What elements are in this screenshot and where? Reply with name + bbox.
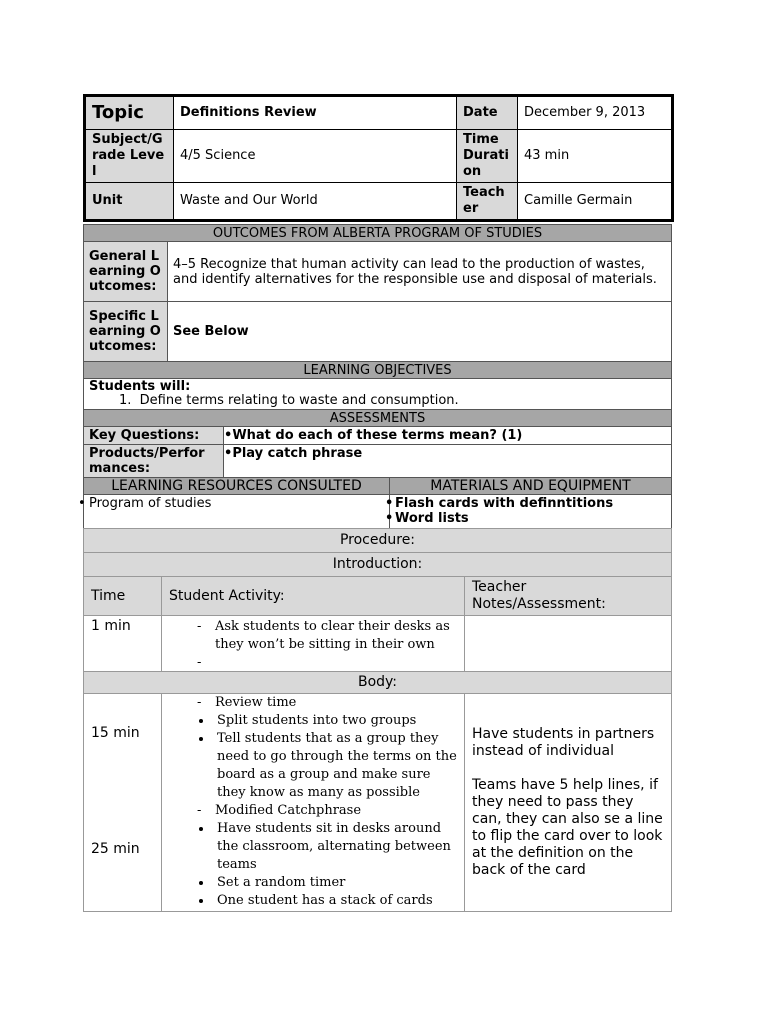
materials-list bbox=[385, 495, 672, 529]
body-activity bbox=[162, 694, 465, 912]
bullet-icon: • bbox=[78, 496, 86, 511]
intro-notes bbox=[465, 616, 672, 672]
teacher-value: Camille Germain bbox=[518, 183, 673, 221]
resources-list bbox=[78, 495, 390, 529]
procedure-table bbox=[83, 528, 672, 912]
resources-title: LEARNING RESOURCES CONSULTED bbox=[84, 478, 390, 495]
key-questions-value bbox=[224, 427, 672, 445]
materials-title: MATERIALS AND EQUIPMENT bbox=[390, 478, 672, 495]
body-notes bbox=[465, 694, 672, 912]
material-item: Word lists bbox=[395, 511, 469, 526]
unit-value: Waste and Our World bbox=[174, 183, 457, 221]
bullet-icon: • bbox=[385, 496, 394, 511]
notes-paragraph-1: Have students in partners instead of individual bbox=[472, 726, 655, 759]
introduction-title: Introduction: bbox=[84, 553, 672, 577]
key-questions-label: Key Questions: bbox=[84, 427, 224, 445]
notes-paragraph-2: Teams have 5 help lines, if they need to pass they can, they can also se a line to flip the card over to look at the definition on the back of the card bbox=[472, 777, 663, 878]
bullet-icon: • bbox=[385, 511, 394, 526]
subject-value: 4/5 Science bbox=[174, 130, 457, 183]
unit-label: Unit bbox=[85, 183, 174, 221]
subject-label: Subject/Grade Level bbox=[85, 130, 174, 183]
time-label: Time Duration bbox=[457, 130, 518, 183]
col-notes-header: Teacher Notes/Assessment: bbox=[465, 577, 672, 616]
products-value bbox=[224, 445, 672, 478]
intro-activity bbox=[162, 616, 465, 672]
body-time-1: 15 min bbox=[91, 725, 140, 741]
date-value: December 9, 2013 bbox=[518, 96, 673, 130]
col-activity-header: Student Activity: bbox=[162, 577, 465, 616]
body-times bbox=[84, 694, 162, 912]
products-label: Products/Performances: bbox=[84, 445, 224, 478]
resource-item: Program of studies bbox=[89, 496, 212, 511]
catch-item: • One student has a stack of cards bbox=[213, 892, 457, 910]
objectives-section-title: LEARNING OBJECTIVES bbox=[84, 362, 672, 379]
general-outcomes-value: 4–5 Recognize that human activity can lead to the production of wastes, and identify alternatives for the responsible use and disposal of materials. bbox=[168, 242, 672, 302]
general-outcomes-label: General Learning Outcomes: bbox=[84, 242, 168, 302]
teacher-label: Teacher bbox=[457, 183, 518, 221]
specific-outcomes-label: Specific Learning Outcomes: bbox=[84, 302, 168, 362]
review-item: • Tell students that as a group they need to go through the terms on the board as a group and make sure they know as many as possible bbox=[213, 730, 457, 802]
review-item: • Split students into two groups bbox=[213, 712, 457, 730]
time-value: 43 min bbox=[518, 130, 673, 183]
topic-label: Topic bbox=[85, 96, 174, 130]
intro-time: 1 min bbox=[84, 616, 162, 672]
material-item: Flash cards with definntitions bbox=[395, 496, 614, 511]
body-time-2: 25 min bbox=[91, 841, 140, 857]
intro-activity-item: - Ask students to clear their desks as they won’t be sitting in their own bbox=[191, 618, 457, 654]
objective-item: 1. Define terms relating to waste and consumption. bbox=[119, 393, 459, 408]
procedure-title: Procedure: bbox=[84, 529, 672, 553]
col-time-header: Time bbox=[84, 577, 162, 616]
lesson-header-table bbox=[83, 94, 674, 222]
objectives-intro: Students will: bbox=[89, 379, 191, 394]
topic-value: Definitions Review bbox=[174, 96, 457, 130]
products-text: Play catch phrase bbox=[232, 446, 363, 461]
body-title: Body: bbox=[84, 672, 672, 694]
catch-title: - Modified Catchphrase bbox=[191, 802, 457, 820]
objective-item-text: Define terms relating to waste and consumption. bbox=[139, 393, 459, 408]
outcomes-table bbox=[78, 224, 672, 529]
key-questions-text: What do each of these terms mean? (1) bbox=[232, 428, 523, 443]
review-title: - Review time bbox=[191, 694, 457, 712]
objectives-cell bbox=[84, 379, 672, 410]
date-label: Date bbox=[457, 96, 518, 130]
specific-outcomes-value: See Below bbox=[168, 302, 672, 362]
assessments-section-title: ASSESSMENTS bbox=[84, 410, 672, 427]
catch-item: • Set a random timer bbox=[213, 874, 457, 892]
outcomes-section-title: OUTCOMES FROM ALBERTA PROGRAM OF STUDIES bbox=[84, 225, 672, 242]
catch-item: • Have students sit in desks around the classroom, alternating between teams bbox=[213, 820, 457, 874]
